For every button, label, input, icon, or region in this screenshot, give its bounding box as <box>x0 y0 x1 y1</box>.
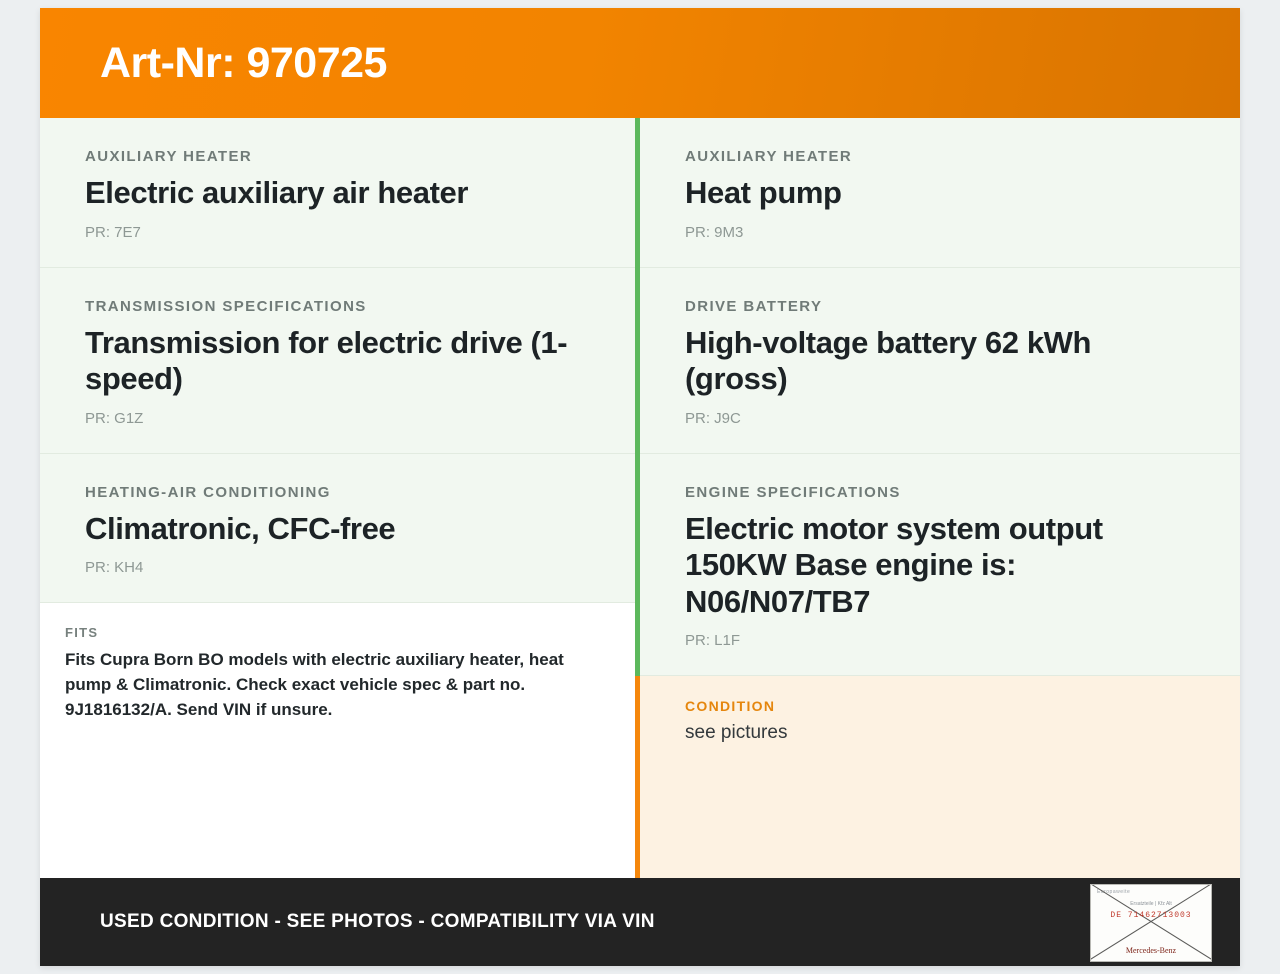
fitment-label: FITS <box>65 625 99 641</box>
condition-label: CONDITION <box>685 698 776 715</box>
spec-title: High-voltage battery 62 kWh (gross) <box>685 324 1092 397</box>
spec-card <box>640 454 1240 677</box>
spec-category: AUXILIARY HEATER <box>85 148 253 165</box>
fitment-note <box>40 603 635 878</box>
spec-card <box>40 268 635 454</box>
spec-category: AUXILIARY HEATER <box>685 148 853 165</box>
stamp-code: DE 71462713003 <box>1110 911 1192 920</box>
footer-note: USED CONDITION - SEE PHOTOS - COMPATIBILITY VIA VIN <box>100 911 655 932</box>
spec-pr-code: PR: J9C <box>685 409 741 427</box>
header-banner <box>40 8 1240 118</box>
spec-card <box>640 118 1240 268</box>
stamp-top-text: Europaweite <box>1097 889 1131 895</box>
spec-pr-code: PR: KH4 <box>85 559 144 577</box>
condition-value: see pictures <box>685 722 788 744</box>
spec-title: Electric motor system output 150KW Base engine is: N06/N07/TB7 <box>685 510 1103 619</box>
spec-column-right <box>640 118 1240 878</box>
spec-pr-code: PR: 7E7 <box>85 223 141 241</box>
spec-title: Heat pump <box>685 175 842 210</box>
stamp-brand: Mercedes-Benz <box>1125 946 1177 955</box>
footer-bar <box>40 878 1240 966</box>
spec-card <box>640 268 1240 454</box>
spec-title: Electric auxiliary air heater <box>85 175 469 210</box>
page-title: Art-Nr: 970725 <box>100 38 387 87</box>
spec-category: DRIVE BATTERY <box>685 297 823 315</box>
spec-category: HEATING-AIR CONDITIONING <box>85 483 331 501</box>
spec-category: ENGINE SPECIFICATIONS <box>685 483 901 501</box>
condition-box <box>635 676 1240 878</box>
listing-sheet <box>40 8 1240 966</box>
spec-card <box>40 118 635 268</box>
spec-title: Climatronic, CFC-free <box>85 510 396 546</box>
stamp-mid-text: Ersatzteile | Kfz Alt <box>1130 901 1172 907</box>
spec-title: Transmission for electric drive (1-speed) <box>85 324 568 397</box>
spec-pr-code: PR: 9M3 <box>685 223 744 241</box>
spec-grid <box>40 118 1240 878</box>
spec-pr-code: PR: G1Z <box>85 409 144 427</box>
spec-pr-code: PR: L1F <box>685 632 741 650</box>
spec-column-left <box>40 118 640 878</box>
spec-category: TRANSMISSION SPECIFICATIONS <box>85 297 367 315</box>
fitment-text: Fits Cupra Born BO models with electric auxiliary heater, heat pump & Climatronic. Check exact vehicle spec & part no. 9J1816132/A. Send VIN if unsure. <box>65 650 564 719</box>
envelope-stamp-icon <box>1090 884 1212 962</box>
spec-card <box>40 454 635 604</box>
